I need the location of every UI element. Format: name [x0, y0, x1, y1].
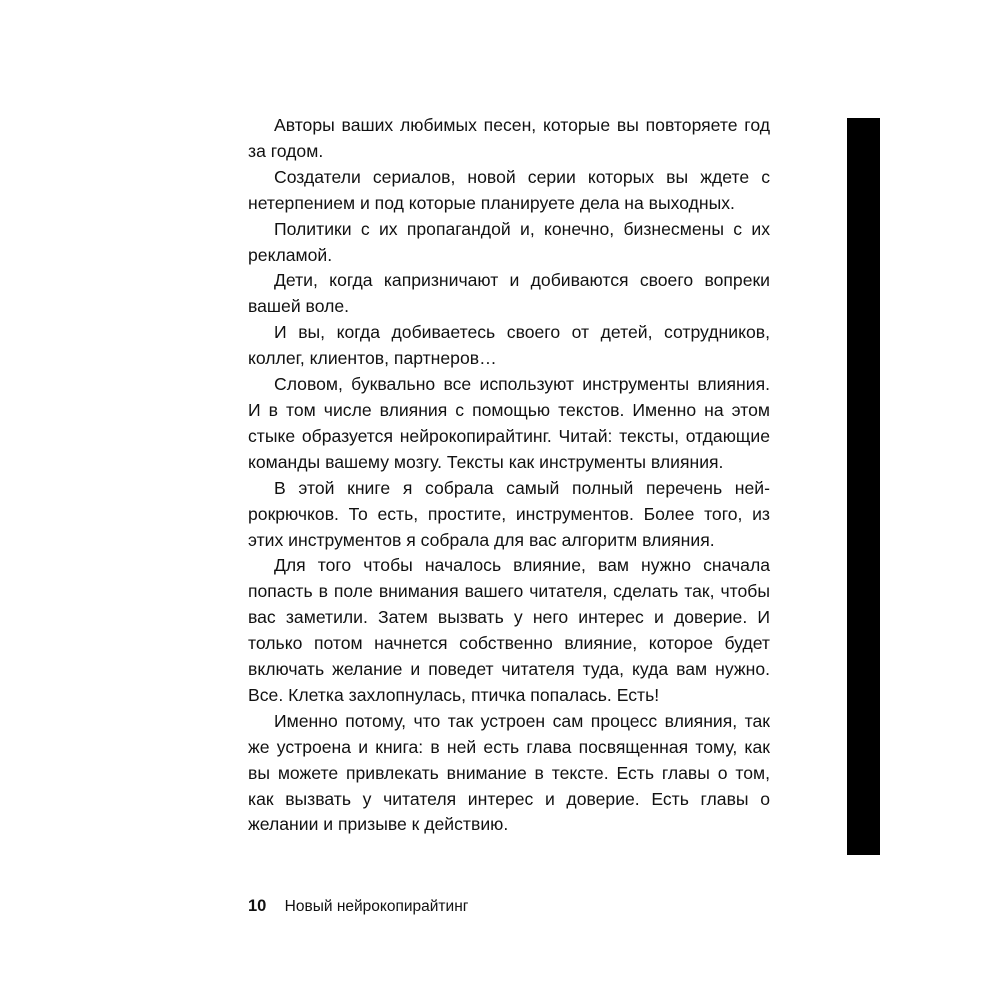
chapter-thumb-tab: [847, 118, 880, 855]
paragraph: Для того чтобы началось влияние, вам нужно сначала попасть в поле внимания вашего читателя, сделать так, чтобы вас заметили. Затем вызвать у него интерес и доверие. И только потом начнется собственно влияние, которое будет включать желание и поведет читателя туда, куда вам нужно. Все. Клетка захлопнулась, птичка попалась. Есть!: [248, 555, 770, 705]
paragraph: Именно потому, что так устроен сам процесс влияния, так же устроена и книга: в ней есть глава посвященная тому, как вы можете привлекать внимание в тексте. Есть главы о том, как вызвать у читателя интерес и доверие. Есть главы о желании и призыве к действию.: [248, 710, 770, 835]
paragraph: В этой книге я собрала самый полный перечень нейрокрючков. То есть, простите, инструментов. Более того, из этих инструментов я собрала для вас алгоритм влияния.: [248, 477, 770, 550]
paragraph: Создатели сериалов, новой серии которых вы ждете с нетерпением и под которые планируете дела на выходных.: [248, 166, 770, 213]
paragraph: Словом, буквально все используют инструменты влияния. И в том числе влияния с помощью текстов. Именно на этом стыке образуется нейрокопирайтинг. Читай: тексты, отдающие команды вашему мозгу. Тексты как инструменты влияния.: [248, 374, 770, 472]
body-text: [248, 113, 770, 838]
paragraph: Авторы ваших любимых песен, которые вы повторяете год за годом.: [248, 115, 770, 161]
page-footer: [248, 897, 468, 916]
page-number: 10: [248, 897, 267, 915]
paragraph: Политики с их пропагандой и, конечно, бизнесмены с их рекламой.: [248, 218, 770, 265]
paragraph: Дети, когда капризничают и добиваются своего вопреки вашей воле.: [248, 270, 770, 317]
paragraph: И вы, когда добиваетесь своего от детей, сотрудников, коллег, клиентов, партнеров…: [248, 322, 770, 369]
running-title: Новый нейрокопирайтинг: [284, 898, 469, 915]
